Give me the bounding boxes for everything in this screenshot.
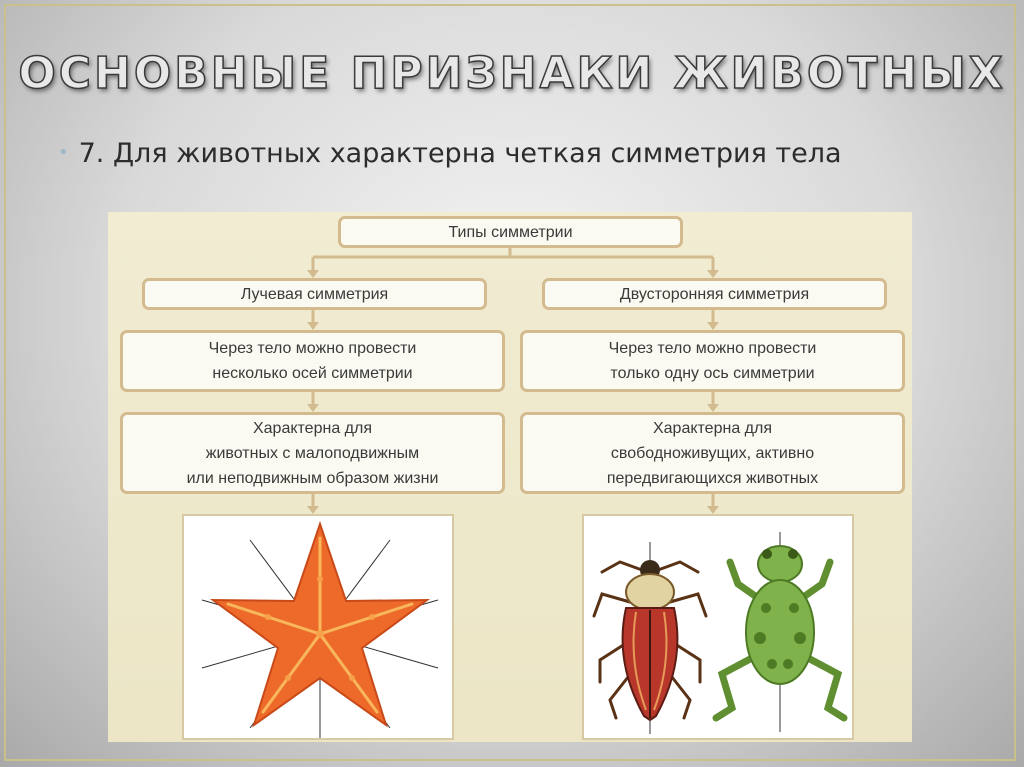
symmetry-diagram: [108, 212, 912, 742]
bullet-icon: •: [58, 142, 69, 163]
beetle-frog-image: [582, 514, 854, 740]
radial-lifestyle-box: Характерна для животных с малоподвижным или неподвижным образом жизни: [120, 412, 505, 494]
bilateral-symmetry-box: Двусторонняя симметрия: [542, 278, 887, 310]
beetle-frog-icon: [584, 516, 852, 738]
radial-symmetry-box: Лучевая симметрия: [142, 278, 487, 310]
frog-icon: [716, 532, 844, 732]
bilateral-lifestyle-box: Характерна для свободноживущих, активно передвигающихся животных: [520, 412, 905, 494]
bullet-point: [58, 138, 998, 169]
bilateral-axes-box: Через тело можно провести только одну ось симметрии: [520, 330, 905, 392]
starfish-image: [182, 514, 454, 740]
starfish-icon: [184, 516, 452, 738]
beetle-icon: [594, 542, 706, 734]
bullet-text: 7. Для животных характерна четкая симметрия тела: [78, 138, 842, 169]
slide-title: ОСНОВНЫЕ ПРИЗНАКИ ЖИВОТНЫХ: [18, 48, 1006, 99]
symmetry-types-box: Типы симметрии: [338, 216, 683, 248]
radial-axes-box: Через тело можно провести несколько осей симметрии: [120, 330, 505, 392]
